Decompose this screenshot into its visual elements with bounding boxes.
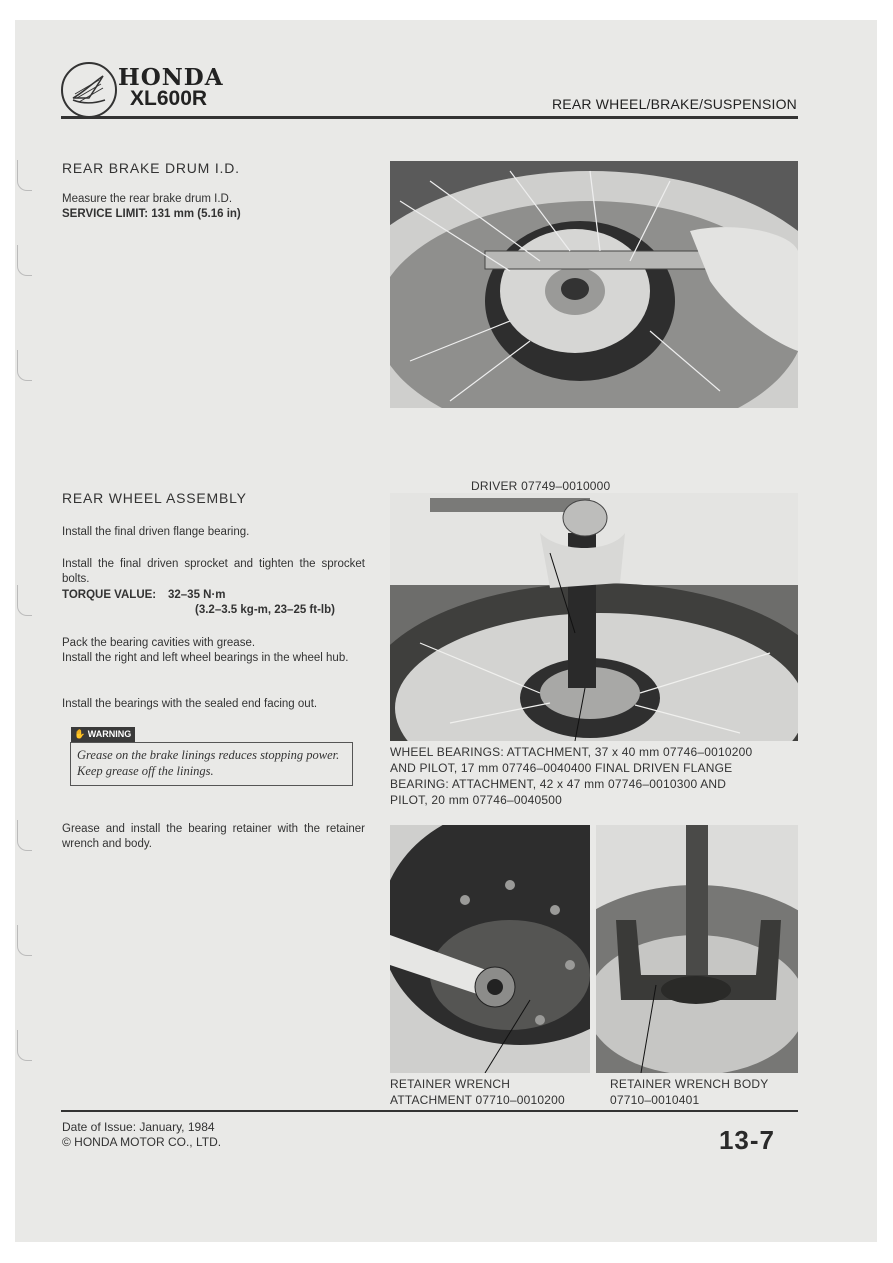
margin-mark <box>17 350 32 381</box>
margin-mark <box>17 820 32 851</box>
assembly-step-5: Grease and install the bearing retainer with the retainer wrench and body. <box>62 823 365 850</box>
caption-retainer-wrench-body <box>610 1076 810 1108</box>
warning-hand-icon: ✋ <box>74 729 86 739</box>
assembly-heading: REAR WHEEL ASSEMBLY <box>62 490 247 506</box>
warning-label: WARNING <box>87 729 132 739</box>
brand-name: HONDA <box>118 64 224 91</box>
torque-label: TORQUE VALUE: <box>62 589 157 601</box>
copyright: © HONDA MOTOR CO., LTD. <box>62 1135 222 1149</box>
caption-bearings-line: AND PILOT, 17 mm 07746–0040400 FINAL DRIVEN FLANGE <box>390 761 733 775</box>
photo-drum-measurement <box>390 161 798 408</box>
issue-date: Date of Issue: January, 1984 <box>62 1120 215 1134</box>
caption-bearings-line: BEARING: ATTACHMENT, 42 x 47 mm 07746–0010300 AND <box>390 777 727 791</box>
caption-wrench-line: ATTACHMENT 07710–0010200 <box>390 1093 565 1107</box>
wing-icon <box>63 64 115 116</box>
caption-driver: DRIVER 07749–0010000 <box>471 479 611 493</box>
assembly-step-3b: Install the right and left wheel bearings in the wheel hub. <box>62 652 349 664</box>
model-name: XL600R <box>130 87 208 110</box>
caption-body-line: RETAINER WRENCH BODY <box>610 1077 769 1091</box>
torque-value-nm: 32–35 N·m <box>168 589 226 601</box>
caption-retainer-wrench <box>390 1076 590 1108</box>
photo-retainer-wrench <box>390 825 590 1073</box>
margin-mark <box>17 245 32 276</box>
photo-retainer-wrench-body <box>596 825 798 1073</box>
drum-instruction: Measure the rear brake drum I.D. <box>62 193 233 205</box>
margin-mark <box>17 925 32 956</box>
assembly-step-2: Install the final driven sprocket and tighten the sprocket bolts. <box>62 558 365 585</box>
section-title: REAR WHEEL/BRAKE/SUSPENSION <box>551 96 797 112</box>
margin-mark <box>17 585 32 616</box>
footer-rule <box>61 1110 798 1112</box>
warning-text: Grease on the brake linings reduces stopping power. Keep grease off the linings. <box>77 748 340 778</box>
caption-wheel-bearings <box>390 744 798 808</box>
margin-mark <box>17 1030 32 1061</box>
photo-bearing-install <box>390 493 798 741</box>
caption-wrench-line: RETAINER WRENCH <box>390 1077 511 1091</box>
drum-service-limit <box>62 207 365 222</box>
manual-page <box>15 20 877 1242</box>
header-rule <box>61 116 798 119</box>
service-limit-label: SERVICE LIMIT: <box>62 208 149 220</box>
drum-heading: REAR BRAKE DRUM I.D. <box>62 160 240 176</box>
assembly-step-1: Install the final driven flange bearing. <box>62 526 250 538</box>
caption-body-line: 07710–0010401 <box>610 1093 700 1107</box>
torque-value-imperial: (3.2–3.5 kg-m, 23–25 ft-lb) <box>195 604 335 616</box>
assembly-step-3a: Pack the bearing cavities with grease. <box>62 637 256 649</box>
warning-badge <box>71 727 135 742</box>
margin-mark <box>17 160 32 191</box>
caption-bearings-line: PILOT, 20 mm 07746–0040500 <box>390 793 562 807</box>
service-limit-value: 131 mm (5.16 in) <box>151 208 241 220</box>
page-number: 13-7 <box>718 1125 775 1155</box>
assembly-step-4: Install the bearings with the sealed end facing out. <box>62 698 318 710</box>
honda-wing-logo <box>61 62 117 118</box>
caption-bearings-line: WHEEL BEARINGS: ATTACHMENT, 37 x 40 mm 07746–0010200 <box>390 745 753 759</box>
